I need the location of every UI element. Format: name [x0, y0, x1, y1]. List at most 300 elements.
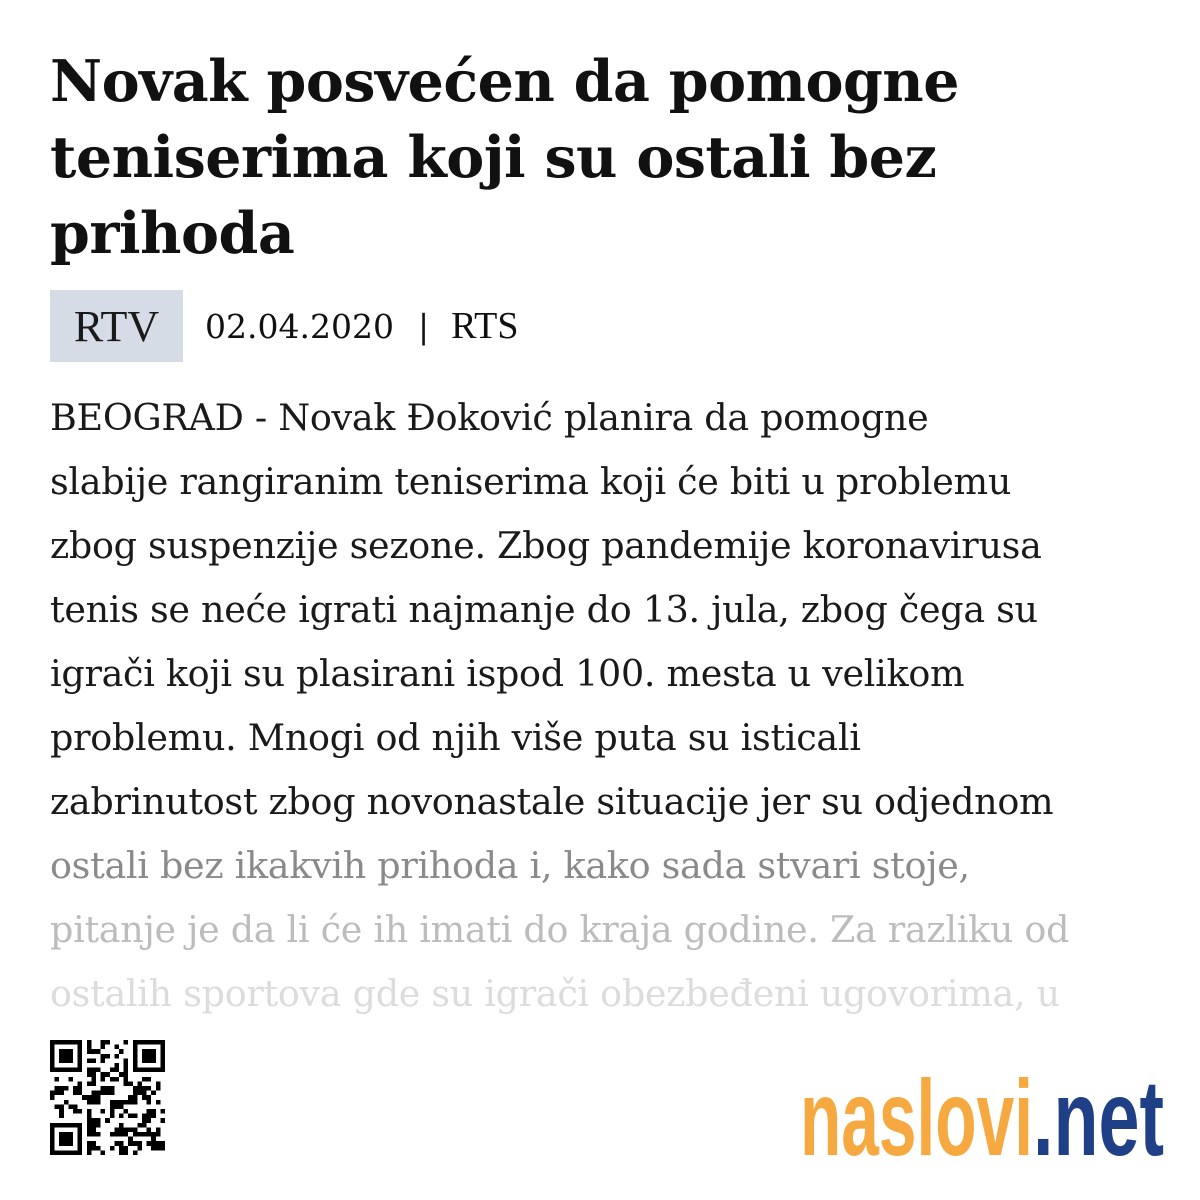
qr-module	[151, 1058, 156, 1063]
qr-module	[124, 1100, 129, 1105]
qr-module	[59, 1114, 64, 1119]
qr-module	[114, 1045, 119, 1050]
qr-module	[68, 1141, 73, 1146]
qr-module	[147, 1077, 152, 1082]
qr-module	[160, 1054, 165, 1059]
qr-module	[147, 1100, 152, 1105]
qr-module	[55, 1150, 60, 1155]
qr-module	[147, 1114, 152, 1119]
qr-module	[68, 1049, 73, 1054]
qr-module	[50, 1123, 55, 1128]
qr-module	[147, 1132, 152, 1137]
qr-module	[124, 1146, 129, 1151]
qr-module	[133, 1132, 138, 1137]
qr-module	[105, 1091, 110, 1096]
body-line: BEOGRAD - Novak Đoković planira da pomogne	[50, 396, 929, 439]
qr-module	[59, 1091, 64, 1096]
qr-module	[91, 1100, 96, 1105]
qr-module	[133, 1045, 138, 1050]
qr-module	[119, 1146, 124, 1151]
qr-module	[59, 1104, 64, 1109]
qr-module	[78, 1086, 83, 1091]
qr-module	[101, 1072, 106, 1077]
qr-module	[160, 1146, 165, 1151]
qr-code-graphic	[50, 1040, 165, 1155]
qr-module	[78, 1054, 83, 1059]
qr-module	[114, 1063, 119, 1068]
qr-module	[142, 1132, 147, 1137]
qr-module	[137, 1086, 142, 1091]
qr-module	[156, 1068, 161, 1073]
article-body	[50, 386, 1160, 1026]
qr-module	[105, 1118, 110, 1123]
qr-module	[64, 1068, 69, 1073]
qr-module	[101, 1054, 106, 1059]
qr-module	[133, 1141, 138, 1146]
qr-module	[114, 1132, 119, 1137]
qr-module	[91, 1123, 96, 1128]
qr-module	[128, 1114, 133, 1119]
qr-module	[101, 1109, 106, 1114]
qr-module	[156, 1040, 161, 1045]
qr-module	[151, 1114, 156, 1119]
qr-module	[78, 1123, 83, 1128]
qr-module	[114, 1054, 119, 1059]
qr-module	[59, 1150, 64, 1155]
qr-module	[64, 1150, 69, 1155]
qr-module	[110, 1146, 115, 1151]
qr-module	[96, 1132, 101, 1137]
qr-module	[91, 1095, 96, 1100]
qr-module	[124, 1072, 129, 1077]
qr-module	[147, 1095, 152, 1100]
qr-module	[128, 1095, 133, 1100]
qr-module	[50, 1058, 55, 1063]
qr-module	[105, 1086, 110, 1091]
qr-module	[105, 1040, 110, 1045]
qr-module	[87, 1058, 92, 1063]
qr-module	[151, 1040, 156, 1045]
qr-module	[96, 1123, 101, 1128]
qr-module	[142, 1095, 147, 1100]
qr-module	[114, 1141, 119, 1146]
qr-module	[87, 1150, 92, 1155]
qr-module	[82, 1095, 87, 1100]
body-line-faded: ostalih sportova gde su igrači obezbeđeni ugovorima, u	[50, 972, 1060, 1015]
qr-module	[124, 1040, 129, 1045]
qr-module	[142, 1040, 147, 1045]
logo-part2: .net	[1033, 1065, 1164, 1165]
qr-module	[142, 1058, 147, 1063]
qr-module	[59, 1137, 64, 1142]
qr-module	[50, 1137, 55, 1142]
qr-module	[151, 1068, 156, 1073]
qr-module	[137, 1132, 142, 1137]
qr-module	[87, 1123, 92, 1128]
qr-module	[160, 1141, 165, 1146]
qr-module	[59, 1054, 64, 1059]
qr-module	[87, 1072, 92, 1077]
qr-module	[160, 1045, 165, 1050]
qr-module	[119, 1132, 124, 1137]
qr-module	[91, 1081, 96, 1086]
body-line: zabrinutost zbog novonastale situacije jer su odjednom	[50, 780, 1054, 823]
qr-module	[91, 1068, 96, 1073]
logo-part1: naslovi	[800, 1065, 1033, 1165]
qr-module	[101, 1040, 106, 1045]
qr-module	[68, 1040, 73, 1045]
qr-module	[50, 1150, 55, 1155]
meta-separator: |	[417, 306, 430, 346]
qr-module	[55, 1077, 60, 1082]
qr-module	[50, 1127, 55, 1132]
article-origin: RTS	[451, 305, 519, 347]
qr-module	[73, 1068, 78, 1073]
qr-module	[96, 1091, 101, 1096]
qr-module	[50, 1068, 55, 1073]
qr-module	[119, 1114, 124, 1119]
qr-module	[55, 1086, 60, 1091]
qr-module	[91, 1058, 96, 1063]
qr-module	[87, 1100, 92, 1105]
qr-module	[147, 1086, 152, 1091]
qr-module	[124, 1081, 129, 1086]
body-line: slabije rangiranim teniserima koji će biti u problemu	[50, 460, 1012, 503]
qr-module	[160, 1049, 165, 1054]
qr-module	[124, 1058, 129, 1063]
qr-module	[73, 1150, 78, 1155]
qr-module	[87, 1040, 92, 1045]
qr-module	[91, 1049, 96, 1054]
qr-module	[96, 1068, 101, 1073]
qr-module	[64, 1086, 69, 1091]
qr-module	[142, 1077, 147, 1082]
qr-module	[124, 1068, 129, 1073]
qr-module	[50, 1146, 55, 1151]
qr-module	[59, 1123, 64, 1128]
qr-module	[128, 1127, 133, 1132]
qr-module	[160, 1068, 165, 1073]
qr-module	[124, 1132, 129, 1137]
qr-module	[160, 1063, 165, 1068]
qr-module	[133, 1054, 138, 1059]
qr-module	[68, 1150, 73, 1155]
qr-module	[133, 1095, 138, 1100]
qr-module	[73, 1109, 78, 1114]
qr-module	[101, 1086, 106, 1091]
qr-module	[110, 1068, 115, 1073]
qr-module	[133, 1100, 138, 1105]
qr-module	[50, 1045, 55, 1050]
qr-module	[142, 1114, 147, 1119]
qr-module	[87, 1049, 92, 1054]
qr-module	[68, 1132, 73, 1137]
qr-module	[142, 1123, 147, 1128]
qr-module	[119, 1100, 124, 1105]
qr-module	[156, 1132, 161, 1137]
qr-module	[96, 1049, 101, 1054]
qr-module	[133, 1086, 138, 1091]
qr-module	[64, 1058, 69, 1063]
qr-module	[147, 1040, 152, 1045]
qr-module	[142, 1091, 147, 1096]
qr-module	[64, 1123, 69, 1128]
qr-module	[78, 1063, 83, 1068]
qr-module	[156, 1100, 161, 1105]
qr-module	[160, 1109, 165, 1114]
qr-module	[78, 1091, 83, 1096]
body-line: problemu. Mnogi od njih više puta su isticali	[50, 716, 861, 759]
qr-module	[114, 1068, 119, 1073]
qr-module	[160, 1118, 165, 1123]
qr-module	[64, 1040, 69, 1045]
qr-module	[68, 1068, 73, 1073]
qr-module	[91, 1146, 96, 1151]
qr-module	[133, 1063, 138, 1068]
body-line: tenis se neće igrati najmanje do 13. jula, zbog čega su	[50, 588, 1038, 631]
qr-module	[151, 1049, 156, 1054]
qr-module	[137, 1040, 142, 1045]
qr-module	[96, 1100, 101, 1105]
qr-module	[73, 1086, 78, 1091]
qr-module	[105, 1054, 110, 1059]
qr-module	[137, 1068, 142, 1073]
qr-module	[124, 1063, 129, 1068]
qr-module	[124, 1109, 129, 1114]
qr-module	[59, 1141, 64, 1146]
qr-module	[50, 1054, 55, 1059]
qr-module	[128, 1141, 133, 1146]
qr-module	[142, 1068, 147, 1073]
qr-module	[55, 1040, 60, 1045]
qr-module	[110, 1086, 115, 1091]
qr-module	[133, 1040, 138, 1045]
source-badge[interactable]: RTV	[50, 290, 183, 362]
qr-module	[78, 1081, 83, 1086]
qr-module	[87, 1118, 92, 1123]
qr-module	[147, 1109, 152, 1114]
qr-module	[68, 1077, 73, 1082]
qr-module	[64, 1054, 69, 1059]
qr-module	[96, 1118, 101, 1123]
qr-module	[147, 1118, 152, 1123]
qr-module	[78, 1132, 83, 1137]
qr-module	[64, 1141, 69, 1146]
qr-module	[101, 1045, 106, 1050]
qr-module	[142, 1049, 147, 1054]
qr-module	[96, 1146, 101, 1151]
qr-module	[114, 1104, 119, 1109]
qr-module	[160, 1040, 165, 1045]
qr-module	[50, 1141, 55, 1146]
article-date: 02.04.2020	[205, 306, 394, 346]
qr-module	[110, 1077, 115, 1082]
qr-module	[101, 1091, 106, 1096]
qr-module	[87, 1146, 92, 1151]
qr-module	[55, 1123, 60, 1128]
qr-module	[110, 1091, 115, 1096]
qr-module	[137, 1146, 142, 1151]
body-line-faded: ostali bez ikakvih prihoda i, kako sada stvari stoje,	[50, 844, 970, 887]
qr-module	[133, 1091, 138, 1096]
qr-module	[119, 1150, 124, 1155]
qr-module	[64, 1137, 69, 1142]
qr-module	[156, 1127, 161, 1132]
qr-module	[78, 1137, 83, 1142]
qr-module	[78, 1141, 83, 1146]
qr-module	[55, 1104, 60, 1109]
qr-module	[151, 1132, 156, 1137]
qr-module	[78, 1045, 83, 1050]
qr-module	[156, 1081, 161, 1086]
qr-module	[55, 1068, 60, 1073]
qr-module	[101, 1058, 106, 1063]
qr-module	[147, 1058, 152, 1063]
qr-module	[119, 1127, 124, 1132]
qr-module	[110, 1100, 115, 1105]
qr-module	[119, 1123, 124, 1128]
qr-module	[91, 1077, 96, 1082]
qr-module	[124, 1077, 129, 1082]
qr-module	[59, 1040, 64, 1045]
qr-module	[59, 1058, 64, 1063]
qr-module	[91, 1091, 96, 1096]
qr-module	[128, 1100, 133, 1105]
qr-module	[110, 1132, 115, 1137]
article-title: Novak posvećen da pomogne teniserima koji su ostali bez prihoda	[50, 48, 960, 267]
qr-module	[87, 1141, 92, 1146]
qr-module	[91, 1127, 96, 1132]
qr-module	[68, 1104, 73, 1109]
qr-module	[151, 1137, 156, 1142]
body-line: igrači koji su plasirani ispod 100. mesta u velikom	[50, 652, 965, 695]
qr-module	[87, 1132, 92, 1137]
qr-module	[78, 1109, 83, 1114]
qr-module	[137, 1081, 142, 1086]
qr-module	[156, 1146, 161, 1151]
qr-module	[142, 1054, 147, 1059]
qr-module	[160, 1058, 165, 1063]
qr-module	[50, 1063, 55, 1068]
qr-module	[87, 1095, 92, 1100]
qr-module	[68, 1123, 73, 1128]
qr-module	[64, 1100, 69, 1105]
qr-module	[114, 1100, 119, 1105]
naslovi-net-logo	[800, 1065, 1164, 1165]
qr-module	[133, 1127, 138, 1132]
qr-module	[50, 1040, 55, 1045]
qr-module	[91, 1118, 96, 1123]
qr-module	[50, 1095, 55, 1100]
qr-module	[151, 1054, 156, 1059]
qr-module	[73, 1091, 78, 1096]
qr-module	[78, 1150, 83, 1155]
qr-module	[87, 1127, 92, 1132]
qr-module	[50, 1049, 55, 1054]
qr-module	[110, 1109, 115, 1114]
qr-module	[137, 1141, 142, 1146]
qr-module	[68, 1058, 73, 1063]
qr-module	[147, 1049, 152, 1054]
body-line: zbog suspenzije sezone. Zbog pandemije koronavirusa	[50, 524, 1042, 567]
qr-module	[87, 1109, 92, 1114]
qr-module	[133, 1058, 138, 1063]
body-line-faded: pitanje je da li će ih imati do kraja godine. Za razliku od	[50, 908, 1070, 951]
qr-module	[64, 1132, 69, 1137]
qr-module	[59, 1086, 64, 1091]
qr-module	[68, 1054, 73, 1059]
article-meta	[50, 290, 519, 362]
qr-module	[110, 1114, 115, 1119]
site-logo[interactable]	[800, 1065, 1164, 1165]
qr-module	[73, 1040, 78, 1045]
qr-module	[101, 1077, 106, 1082]
qr-module	[147, 1054, 152, 1059]
qr-module	[50, 1091, 55, 1096]
qr-module	[68, 1137, 73, 1142]
qr-module	[78, 1127, 83, 1132]
qr-module	[73, 1104, 78, 1109]
qr-module	[114, 1077, 119, 1082]
qr-module	[119, 1072, 124, 1077]
qr-module	[91, 1072, 96, 1077]
qr-module	[87, 1045, 92, 1050]
qr-module	[78, 1068, 83, 1073]
qr-module	[87, 1068, 92, 1073]
qr-module	[87, 1114, 92, 1119]
qr-module	[151, 1141, 156, 1146]
qr-module	[156, 1141, 161, 1146]
qr-module	[96, 1095, 101, 1100]
qr-module	[133, 1114, 138, 1119]
qr-module	[128, 1081, 133, 1086]
qr-module	[142, 1118, 147, 1123]
qr-module	[119, 1141, 124, 1146]
qr-module	[59, 1132, 64, 1137]
qr-module	[133, 1068, 138, 1073]
qr-module	[110, 1104, 115, 1109]
qr-module	[55, 1091, 60, 1096]
qr-module	[91, 1132, 96, 1137]
qr-module	[114, 1127, 119, 1132]
qr-module	[78, 1049, 83, 1054]
qr-module	[101, 1150, 106, 1155]
qr-module	[59, 1049, 64, 1054]
qr-module	[147, 1141, 152, 1146]
qr-module	[151, 1146, 156, 1151]
qr-module	[78, 1058, 83, 1063]
qr-module	[64, 1049, 69, 1054]
qr-module	[133, 1150, 138, 1155]
qr-module	[151, 1109, 156, 1114]
qr-module	[59, 1068, 64, 1073]
qr-module	[147, 1068, 152, 1073]
qr-module	[73, 1123, 78, 1128]
qr-module	[137, 1123, 142, 1128]
qr-module	[59, 1109, 64, 1114]
qr-module	[50, 1132, 55, 1137]
qr-code-icon[interactable]	[50, 1040, 165, 1155]
qr-module	[78, 1146, 83, 1151]
qr-module	[151, 1091, 156, 1096]
qr-module	[91, 1141, 96, 1146]
qr-module	[142, 1086, 147, 1091]
qr-module	[124, 1127, 129, 1132]
qr-module	[137, 1091, 142, 1096]
qr-module	[87, 1081, 92, 1086]
qr-module	[147, 1127, 152, 1132]
qr-module	[78, 1040, 83, 1045]
